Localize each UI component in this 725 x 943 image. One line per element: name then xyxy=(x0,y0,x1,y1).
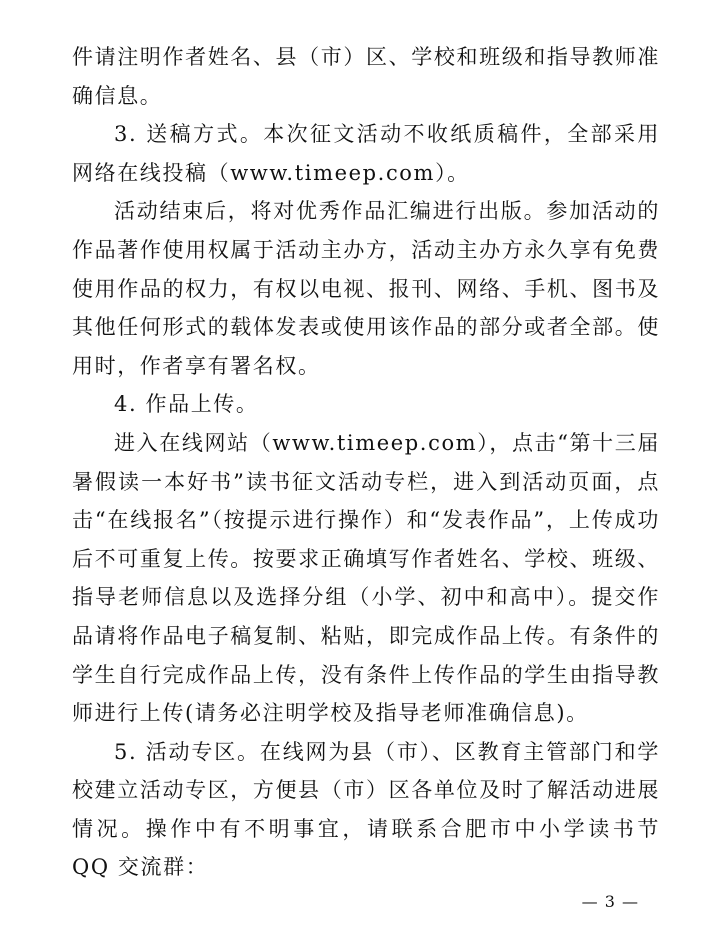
paragraph-activity-zone: 5. 活动专区。在线网为县（市）、区教育主管部门和学校建立活动专区，方便县（市）区各单位及时了解活动进展情况。操作中有不明事宜，请联系合肥市中小学读书节 QQ 交流群： xyxy=(72,739,660,880)
paragraph-copyright: 活动结束后，将对优秀作品汇编进行出版。参加活动的作品著作使用权属于活动主办方，活动主办方永久享有免费使用作品的权力，有权以电视、报刊、网络、手机、图书及其他任何形式的载体发表或使用该作品的部分或者全部。使用时，作者享有署名权。 xyxy=(72,199,660,378)
document-body xyxy=(72,38,660,887)
paragraph-upload-heading: 4. 作品上传。 xyxy=(114,392,259,417)
paragraph-continuation: 件请注明作者姓名、县（市）区、学校和班级和指导教师准确信息。 xyxy=(72,45,660,108)
paragraph-upload-instructions: 进入在线网站（www.timeep.com），点击“第十三届暑假读一本好书”读书征文活动专栏，进入到活动页面，点击“在线报名”（按提示进行操作）和“发表作品”，上传成功后不可重复上传。按要求正确填写作者姓名、学校、班级、指导老师信息以及选择分组（小学、初中和高中）。提交作品请将作品电子稿复制、粘贴，即完成作品上传。有条件的学生自行完成作品上传，没有条件上传作品的学生由指导教师进行上传(请务必注明学校及指导老师准确信息)。 xyxy=(72,430,660,726)
paragraph-submission-method: 3. 送稿方式。本次征文活动不收纸质稿件，全部采用网络在线投稿（www.timeep.com）。 xyxy=(72,122,660,185)
page-number: — 3 — xyxy=(581,892,639,911)
